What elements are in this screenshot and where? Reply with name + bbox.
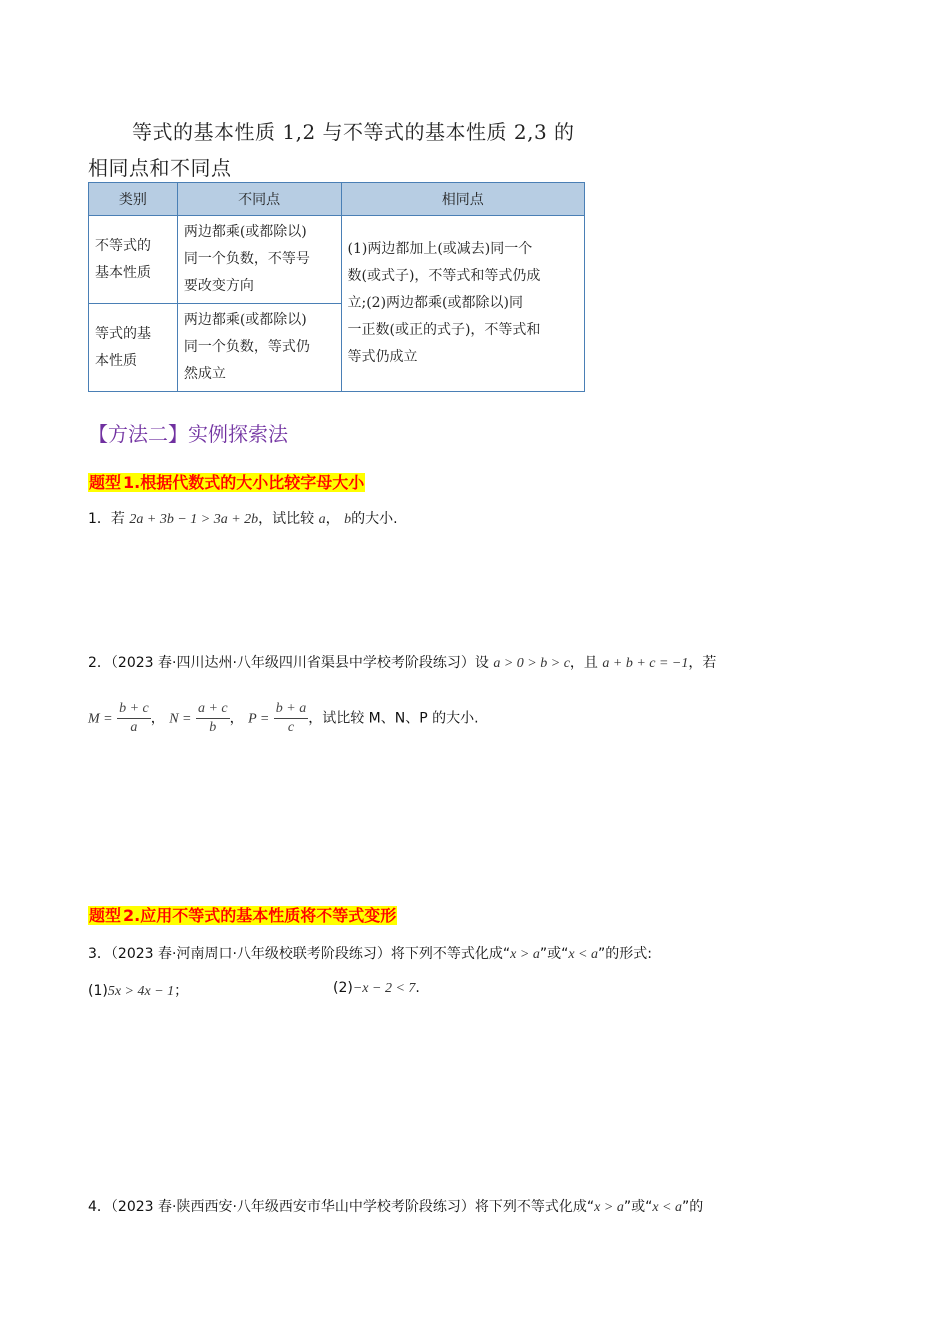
row-category-cell: 等式的基 本性质 — [89, 304, 178, 392]
common-points-cell: (1)两边都加上(或减去)同一个 数(或式子)，不等式和等式仍成 立;(2)两边都乘(或都除以)同 一正数(或正的式子)，不等式和 等式仍成立 — [341, 216, 585, 392]
table-row — [89, 216, 585, 304]
question-3-part-1: (1)5x > 4x − 1； — [88, 983, 189, 999]
question-3: 3．（2023 春·河南周口·八年级校联考阶段练习）将下列不等式化成“x > a”或“x < a”的形式: — [88, 946, 652, 962]
question-2-definitions: M = $\frac{b + c}{a}$ ， N = $\frac{a + c}{b}$ ， P = $\frac{b + a}{c}$ ，试比较 M、N、P 的大小. — [88, 701, 479, 735]
fraction-N: $\frac{a + c}{b}$ — [197, 701, 228, 735]
row-difference-cell: 两边都乘(或都除以) 同一个负数，等式仍 然成立 — [177, 304, 341, 392]
question-4: 4．（2023 春·陕西西安·八年级西安市华山中学校考阶段练习）将下列不等式化成“x > a”或“x < a”的 — [88, 1199, 704, 1215]
fraction-M: $\frac{b + c}{a}$ — [119, 701, 149, 735]
question-2: 2．（2023 春·四川达州·八年级四川省渠县中学校考阶段练习）设 a > 0 > b > c，且 a + b + c = −1，若 — [88, 655, 717, 671]
properties-comparison-table — [88, 182, 585, 392]
method-heading: 【方法二】实例探索法 — [88, 422, 288, 446]
row-difference-cell: 两边都乘(或都除以) 同一个负数，不等号 要改变方向 — [177, 216, 341, 304]
type1-heading: 题型 1.根据代数式的大小比较字母大小 — [89, 473, 365, 492]
fraction-P: $\frac{b + a}{c}$ — [275, 701, 307, 735]
header-common: 相同点 — [341, 183, 585, 216]
excerpt-title-line1: 等式的基本性质 1,2 与不等式的基本性质 2,3 的 — [132, 120, 575, 144]
row-category-cell: 不等式的 基本性质 — [89, 216, 178, 304]
header-difference: 不同点 — [177, 183, 341, 216]
excerpt-title-line2: 相同点和不同点 — [88, 156, 232, 180]
type2-heading: 题型 2.应用不等式的基本性质将不等式变形 — [89, 906, 397, 925]
question-3-part-2: (2)−x − 2 < 7. — [333, 980, 420, 996]
question-1: 1．若 2a + 3b − 1 > 3a + 2b，试比较 a， b的大小. — [88, 511, 398, 527]
q1-inequality: 2a + 3b − 1 > 3a + 2b — [129, 512, 259, 527]
header-category: 类别 — [89, 183, 178, 216]
q2-condition: a > 0 > b > c — [493, 656, 570, 671]
q2-sum-condition: a + b + c = −1 — [602, 656, 689, 671]
table-header-row — [89, 183, 585, 216]
